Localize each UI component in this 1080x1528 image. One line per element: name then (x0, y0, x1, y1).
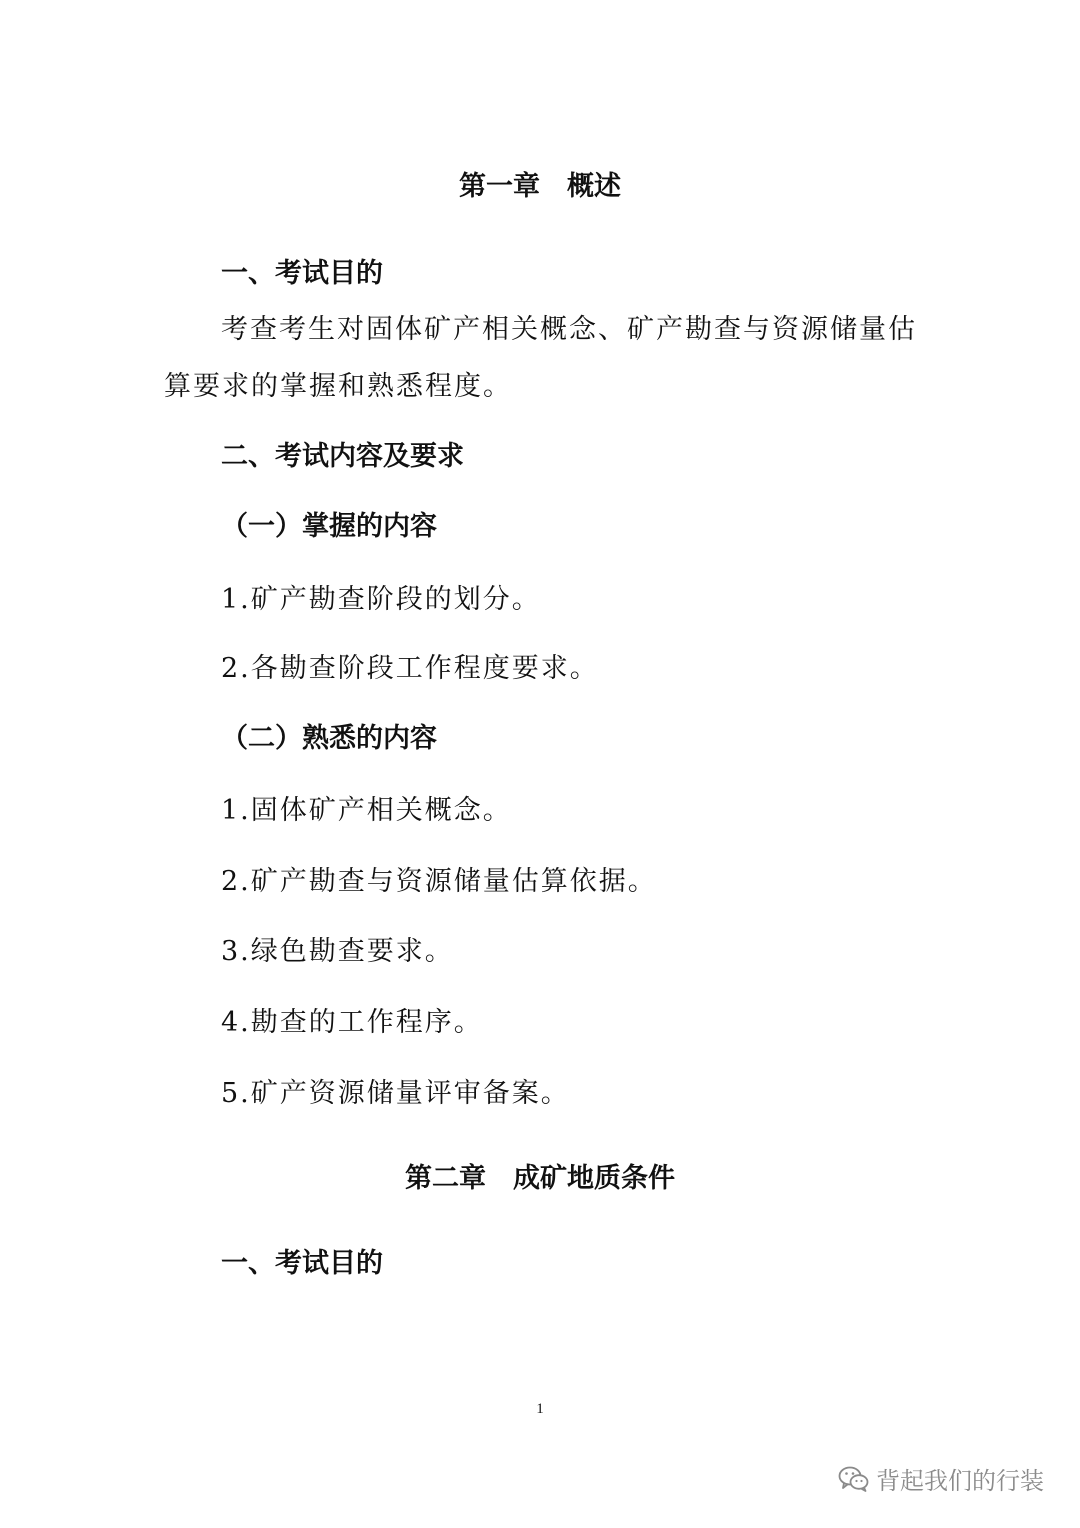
ch2-section-1-heading: 一、考试目的 (221, 1248, 383, 1279)
familiar-item-3: 3.绿色勘查要求。 (221, 936, 454, 967)
master-item-2: 2.各勘查阶段工作程度要求。 (221, 653, 599, 684)
familiar-item-4: 4.勘查的工作程序。 (221, 1007, 483, 1038)
familiar-heading: （二）熟悉的内容 (221, 723, 437, 754)
ch1-purpose-line-1: 考查考生对固体矿产相关概念、矿产勘查与资源储量估 (221, 314, 917, 345)
page-number: 1 (536, 1401, 544, 1417)
chapter-1-title: 第一章 概述 (459, 171, 621, 202)
master-heading: （一）掌握的内容 (221, 511, 437, 542)
familiar-item-5: 5.矿产资源储量评审备案。 (221, 1078, 570, 1109)
master-item-1: 1.矿产勘查阶段的划分。 (221, 584, 541, 615)
watermark-text: 背起我们的行装 (876, 1467, 1044, 1495)
familiar-item-2: 2.矿产勘查与资源储量估算依据。 (221, 866, 657, 897)
chapter-2-title: 第二章 成矿地质条件 (405, 1163, 675, 1194)
familiar-item-1: 1.固体矿产相关概念。 (221, 795, 512, 826)
wechat-icon (838, 1465, 870, 1493)
ch1-purpose-line-2: 算要求的掌握和熟悉程度。 (164, 371, 512, 402)
ch1-section-1-heading: 一、考试目的 (221, 258, 383, 289)
ch1-section-2-heading: 二、考试内容及要求 (221, 441, 464, 472)
watermark (838, 1461, 1044, 1496)
